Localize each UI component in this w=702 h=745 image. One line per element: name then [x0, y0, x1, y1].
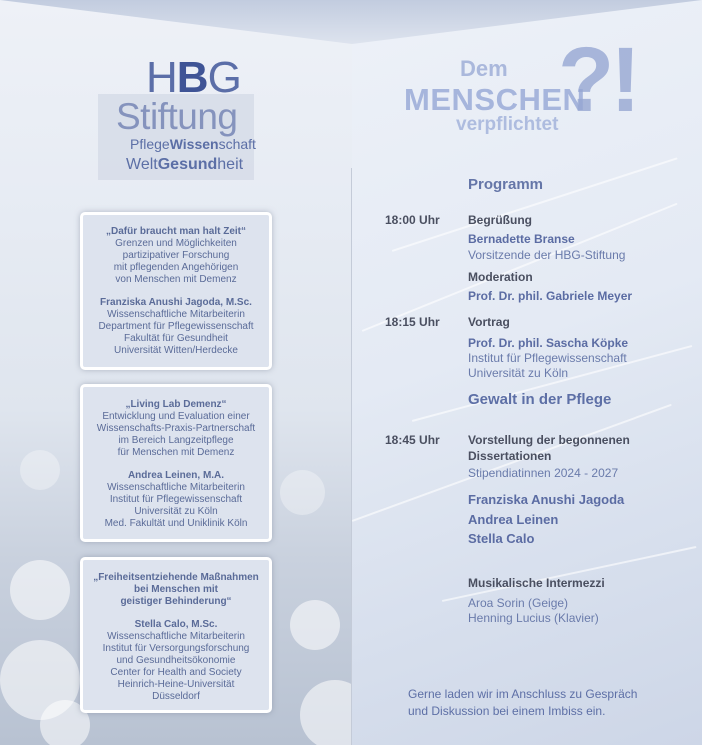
card-line: für Menschen mit Demenz — [117, 447, 235, 458]
card-affiliation: Universität zu Köln — [134, 506, 218, 517]
item-vorstellung: Vorstellung der begonnenen — [468, 433, 630, 447]
card-affiliation: Med. Fakultät und Uniklinik Köln — [104, 518, 248, 529]
card-person: Stella Calo, M.Sc. — [134, 619, 218, 630]
card-title: „Living Lab Demenz“ — [125, 399, 227, 410]
card-person: Andrea Leinen, M.A. — [127, 470, 225, 481]
logo-line-weltgesundheit: WeltGesundheit — [126, 156, 244, 173]
banner-dem: Dem — [460, 56, 508, 81]
card-affiliation: Wissenschaftliche Mitarbeiterin — [107, 482, 245, 493]
footer-invitation — [408, 686, 637, 720]
candidate-name: Franziska Anushi Jagoda — [468, 492, 625, 507]
logo-hbg: HBG — [146, 53, 241, 102]
koepke-institute: Institut für Pflegewissenschaft — [468, 351, 627, 365]
card-line: Entwicklung und Evaluation einer — [102, 411, 250, 422]
card-affiliation: Fakultät für Gesundheit — [124, 333, 228, 344]
card-affiliation: Center for Health and Society — [110, 667, 242, 678]
musician-violin: Aroa Sorin (Geige) — [468, 596, 569, 610]
card-title: „Dafür braucht man halt Zeit“ — [105, 226, 246, 237]
talk-title: Gewalt in der Pflege — [468, 391, 612, 408]
dissertation-card-leinen — [80, 384, 272, 542]
candidate-name: Stella Calo — [468, 531, 535, 546]
fold-divider — [351, 168, 352, 745]
dissertation-card-jagoda — [80, 212, 272, 370]
card-line: mit pflegenden Angehörigen — [113, 262, 239, 273]
card-affiliation: Institut für Versorgungsforschung — [102, 643, 250, 654]
card-line: partizipativer Forschung — [122, 250, 230, 261]
card-line: Wissenschafts-Praxis-Partnerschaft — [96, 423, 256, 434]
card-affiliation: Heinrich-Heine-Universität — [117, 679, 235, 690]
speaker-koepke: Prof. Dr. phil. Sascha Köpke — [468, 336, 629, 350]
time-1845: 18:45 Uhr — [385, 433, 440, 447]
banner-question-exclamation: ?! — [558, 29, 637, 131]
speaker-meyer: Prof. Dr. phil. Gabriele Meyer — [468, 289, 633, 303]
item-vortrag: Vortrag — [468, 315, 510, 329]
time-1800: 18:00 Uhr — [385, 213, 440, 227]
program-heading: Programm — [468, 176, 544, 193]
card-line: von Menschen mit Demenz — [115, 274, 237, 285]
speaker-branse: Bernadette Branse — [468, 232, 575, 246]
banner-verpflichtet: verpflichtet — [456, 114, 559, 135]
card-affiliation: und Gesundheitsökonomie — [116, 655, 236, 666]
card-title-line: bei Menschen mit — [134, 584, 218, 595]
banner-menschen: MENSCHEN — [404, 82, 586, 117]
time-1815: 18:15 Uhr — [385, 315, 440, 329]
card-affiliation: Department für Pflegewissenschaft — [98, 321, 254, 332]
item-dissertationen: Dissertationen — [468, 449, 552, 463]
item-moderation: Moderation — [468, 270, 533, 284]
logo-line-pflegewissenschaft: PflegeWissenschaft — [130, 136, 256, 152]
card-affiliation: Wissenschaftliche Mitarbeiterin — [107, 309, 245, 320]
card-title: „Freiheitsentziehende Maßnahmen — [93, 572, 259, 583]
footer-line: Gerne laden wir im Anschluss zu Gespräch — [408, 687, 638, 701]
card-title-line: geistiger Behinderung“ — [120, 596, 232, 607]
footer-line: und Diskussion bei einem Imbiss ein. — [408, 704, 606, 718]
logo-stiftung: Stiftung — [116, 96, 238, 137]
candidate-name: Andrea Leinen — [468, 512, 559, 527]
musician-piano: Henning Lucius (Klavier) — [468, 611, 599, 625]
item-begruessung: Begrüßung — [468, 213, 532, 227]
card-line: im Bereich Langzeitpflege — [118, 435, 234, 446]
stipendiaten: Stipendiatinnen 2024 - 2027 — [468, 466, 619, 480]
card-line: Grenzen und Möglichkeiten — [115, 238, 237, 249]
role-vorsitzende: Vorsitzende der HBG-Stiftung — [468, 248, 626, 262]
item-musik: Musikalische Intermezzi — [468, 576, 605, 590]
card-affiliation: Universität Witten/Herdecke — [114, 345, 238, 356]
card-affiliation: Institut für Pflegewissenschaft — [109, 494, 243, 505]
card-person: Franziska Anushi Jagoda, M.Sc. — [100, 297, 252, 308]
card-affiliation: Wissenschaftliche Mitarbeiterin — [107, 631, 245, 642]
dissertation-card-calo — [80, 557, 272, 713]
koepke-university: Universität zu Köln — [468, 366, 569, 380]
card-affiliation: Düsseldorf — [152, 691, 200, 702]
